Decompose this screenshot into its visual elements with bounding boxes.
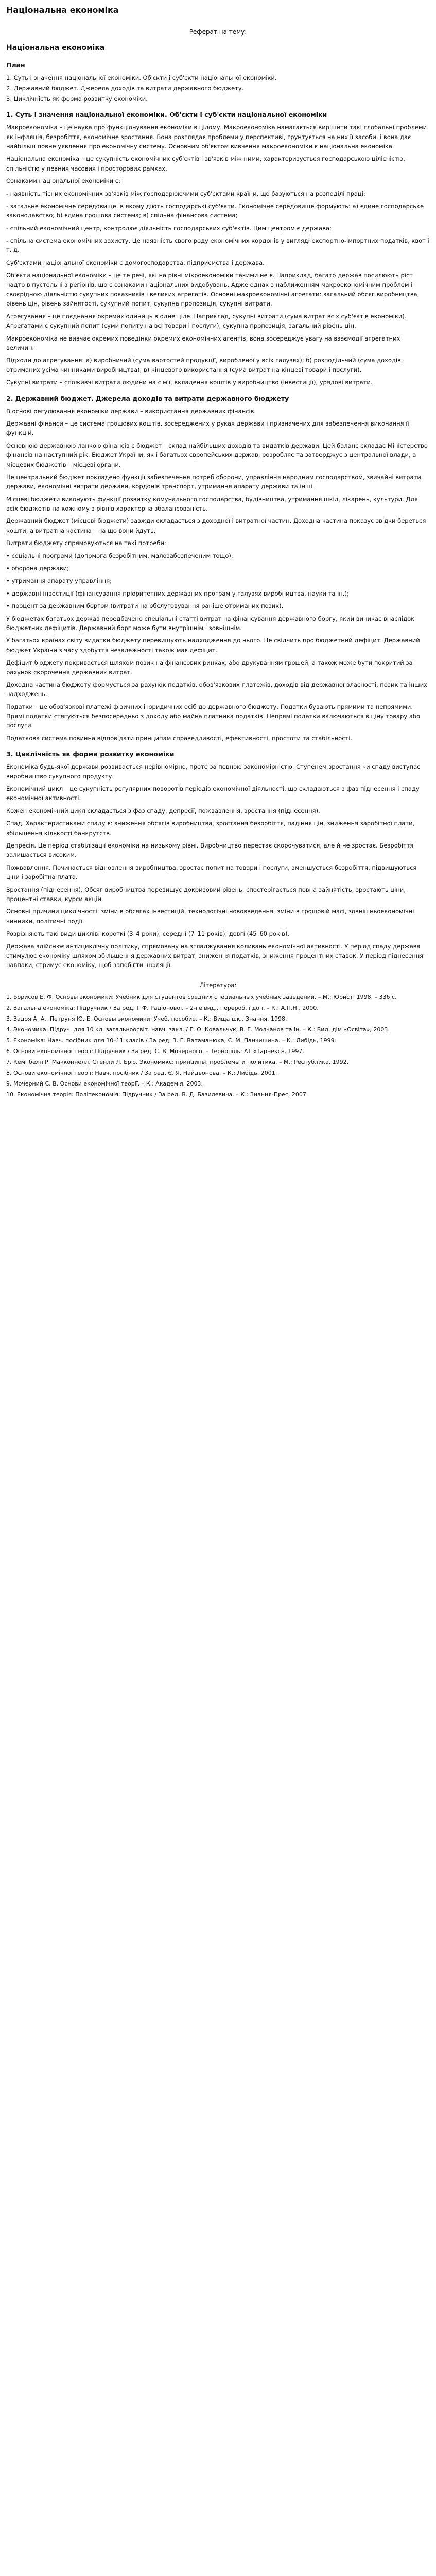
- references-list: [6, 993, 430, 1099]
- paragraph: Податкова система повинна відповідати принципам справедливості, ефективності, простоти та стабільності.: [6, 734, 353, 742]
- reference-item: 1. Борисов Е. Ф. Основы экономики: Учебник для студентов средних специальных учебных заведений. – М.: Юрист, 1998. – 336 с.: [6, 993, 397, 1001]
- references-section: [6, 981, 430, 1099]
- paragraph: • соціальні програми (допомога безробітним, малозабезпеченим тощо);: [6, 552, 233, 560]
- paragraph: Сукупні витрати – споживчі витрати людини на сім'ї, вкладення коштів у виробництво (інвестиції), урядові витрати.: [6, 379, 373, 386]
- paragraph: • державні інвестиції (фінансування пріоритетних державних програм у галузях виробництва, науки та ін.);: [6, 589, 349, 597]
- referat-label: Реферат на тему:: [189, 28, 247, 36]
- paragraph: Держава здійснює антициклічну політику, спрямовану на згладжування коливань економічної активності. У період спаду держава стимулює економіку шляхом збільшення державних витрат, зниження податків, зниження процентних ставок. У період піднесення – навпаки, стримує економіку, щоб запобігти інфляції.: [6, 942, 428, 969]
- reference-item: 2. Загальна економіка: Підручник / За ред. І. Ф. Радіонової. – 2-ге вид., перероб. і доп. – К.: А.П.Н., 2000.: [6, 1004, 319, 1011]
- paragraph: Державні фінанси – це система грошових коштів, зосереджених у руках держави і призначених для забезпечення виконання її функцій.: [6, 419, 409, 437]
- paragraph: В основі регулювання економіки держави – використання державних фінансів.: [6, 407, 256, 415]
- paragraph: - спільний економічний центр, контролює діяльність господарських суб'єктів. Цим центром є держава;: [6, 224, 332, 232]
- paragraph: Спад. Характеристиками спаду є: зниження обсягів виробництва, зростання безробіття, падіння цін, зниження заробітної плати, збільшення кількості банкрутств.: [6, 820, 415, 837]
- content-section: [6, 111, 430, 387]
- paragraph: Не центральний бюджет покладено функції забезпечення потреб оборони, управління народним господарством, звичайні витрати держави, економічні витрати держави, кордонів транспорт, утримання апарату держави та інші.: [6, 473, 421, 490]
- reference-item: 5. Економіка: Навч. посібник для 10–11 класів / За ред. З. Г. Ватаманюка, С. М. Панчишина. – К.: Либідь, 1999.: [6, 1037, 337, 1044]
- section-title: 1. Суть і значення національної економіки. Об'єкти і суб'єкти національної економіки: [6, 111, 327, 119]
- paragraph: Депресія. Це період стабілізації економіки на низькому рівні. Виробництво перестає скорочуватися, але й не зростає. Безробіття залишається високим.: [6, 842, 414, 859]
- paragraph: Податки – це обов'язкові платежі фізичних і юридичних осіб до державного бюджету. Податки бувають прямими та непрямими. Прямі податки стягуються безпосередньо з доходу або майна платника податків. Непрямі податки включаються в ціну товару або послуги.: [6, 703, 421, 730]
- plan-item: 3. Циклічність як форма розвитку економіки.: [6, 95, 148, 103]
- plan-title: План: [6, 61, 25, 69]
- site-title: Національна економіка: [6, 5, 119, 15]
- reference-item: 9. Мочерний С. В. Основи економічної теорії. – К.: Академія, 2003.: [6, 1080, 203, 1088]
- paragraph: У бюджетах багатьох держав передбачено спеціальні статті витрат на фінансування державного боргу, який виникає внаслідок бюджетних дефіцитів. Державний борг може бути внутрішнім і зовнішнім.: [6, 615, 415, 632]
- paragraph: Агрегування – це поєднання окремих одиниць в одне ціле. Наприклад, сукупні витрати (сума витрат всіх суб'єктів економіки). Агрегатами є сукупний попит (суми попиту на всі товари і послуги), сукупна пропозиція, загальний рівень цін.: [6, 312, 407, 330]
- plan-section: [6, 61, 430, 104]
- paragraph: • оборона держави;: [6, 565, 69, 572]
- reference-item: 6. Основи економічної теорії: Підручник / За ред. С. В. Мочерного. – Тернопіль: АТ «Тарнекс», 1997.: [6, 1047, 304, 1055]
- paragraph: Дефіцит бюджету покривається шляхом позик на фінансових ринках, або друкуванням грошей, а також може бути покритий за рахунок скорочення державних витрат.: [6, 659, 413, 676]
- paragraph: Пожвавлення. Починається відновлення виробництва, зростає попит на товари і послуги, зменшується безробіття, підвищуються ціни і заробітна плата.: [6, 863, 417, 881]
- reference-item: 3. Задоя А. А., Петруня Ю. Е. Основы экономики: Учеб. пособие. – К.: Вища шк., Знання, 1998.: [6, 1015, 287, 1022]
- paragraph: Кожен економічний цикл складається з фаз спаду, депресії, пожвавлення, зростання (піднесення).: [6, 807, 320, 815]
- reference-item: 8. Основи економічної теорії: Навч. посібник / За ред. Є. Я. Найдьонова. – К.: Либідь, 2001.: [6, 1070, 277, 1077]
- paragraph: - загальне економічне середовище, в якому діють господарські суб'єкти. Економічне середовище формують: а) єдине господарське законодавство; б) єдина грошова система; в) спільна фінансова система;: [6, 202, 424, 219]
- section-title: 2. Державний бюджет. Джерела доходів та витрати державного бюджету: [6, 394, 289, 402]
- references-title: Література:: [199, 981, 237, 989]
- content-sections: [6, 111, 430, 970]
- reference-item: 7. Кемпбелл Р. Макконнелл, Стенли Л. Брю. Экономикс: принципы, проблемы и политика. – М.: Республика, 1992.: [6, 1058, 349, 1065]
- paragraph: - наявність тісних економічних зв'язків між господарюючими суб'єктами країни, що базуються на розподілі праці;: [6, 190, 365, 197]
- paragraph: Макроекономіка – це наука про функціонування економіки в цілому. Макроекономіка намагається вирішити такі глобальні проблеми як інфляція, безробіття, економічне зростання. Вона розглядає проблеми у перспективі, ґрунтується на них її засоби, і вона дає найбільш повне уявлення про економічну систему. Основним об'єктом вивчення макроекономіки є національна економіка.: [6, 124, 427, 150]
- paragraph: Основною державною ланкою фінансів є бюджет – склад найбільших доходів та видатків держави. Цей баланс складає Міністерство фінансів на наступний рік. Бюджет України, як і багатьох європейських держав, розробляє та затверджує з центральної влади, а місцевих бюджетів – місцеві органи.: [6, 442, 428, 468]
- paragraph: Витрати бюджету спрямовуються на такі потреби:: [6, 539, 166, 547]
- paragraph: Місцеві бюджети виконують функції розвитку комунального господарства, будівництва, утримання шкіл, лікарень, культури. Для всіх бюджетів на кожному з рівнів характерна збалансованість.: [6, 495, 418, 513]
- document-page: [0, 0, 436, 1122]
- paragraph: Макроекономіка не вивчає окремих поведінки окремих економічних агентів, вона зосереджує увагу на взаємодії агрегатних величин.: [6, 334, 400, 351]
- paragraph: Державний бюджет (місцеві бюджети) завжди складається з доходної і витратної частин. Доходна частина показує звідки береться кошти, а витратна частина – на що вони йдуть.: [6, 517, 426, 534]
- content-section: [6, 750, 430, 970]
- paragraph: • процент за державним боргом (витрати на обслуговування раніше отриманих позик).: [6, 602, 284, 610]
- paragraph: Економічний цикл – це сукупність регулярних поворотів періодів економічної діяльності, що складаються з фаз піднесення і спаду економічної активності.: [6, 785, 420, 802]
- paragraph: Ознаками національної економіки є:: [6, 177, 120, 185]
- paragraph: Підходи до агрегування: а) виробничий (сума вартостей продукції, виробленої у всіх галузях); б) розподільчий (сума доходів, отриманих усіма чинниками виробництва); в) кінцевого використання (сума витрат на кінцеві товари і послуги).: [6, 357, 403, 374]
- paragraph: Національна економіка – це сукупність економічних суб'єктів і зв'язків між ними, характеризується господарською цілісністю, спільністю у певних часових і просторових рамках.: [6, 155, 405, 172]
- paragraph: Доходна частина бюджету формується за рахунок податків, обов'язкових платежів, доходів від державної власності, позик та інших надходжень.: [6, 681, 427, 698]
- reference-item: 10. Економічна теорія: Політекономія: Підручник / За ред. В. Д. Базилевича. – К.: Знання-Прес, 2007.: [6, 1091, 308, 1098]
- paragraph: Основні причини циклічності: зміни в обсягах інвестицій, технологічні нововведення, зміни в грошовій масі, зовнішньоекономічні чинники, політичні події.: [6, 908, 414, 925]
- section-title: 3. Циклічність як форма розвитку економіки: [6, 750, 175, 758]
- content-section: [6, 395, 430, 743]
- plan-item: 1. Суть і значення національної економіки. Об'єкти і суб'єкти національної економіки.: [6, 74, 277, 81]
- paragraph: • утримання апарату управління;: [6, 577, 112, 585]
- paragraph: Економіка будь-якої держави розвивається нерівномірно, проте за певною закономірністю. Ступенем зростання чи спаду виступає виробництво сукупного продукту.: [6, 763, 421, 780]
- paragraph: - спільна система економічних захисту. Це наявність свого роду економічних кордонів у вигляді експортно-імпортних податків, квот і т. д.: [6, 237, 429, 254]
- paragraph: Розрізняють такі види циклів: короткі (3–4 роки), середні (7–11 років), довгі (45–60 років).: [6, 930, 290, 938]
- paragraph: Суб'єктами національної економіки є домогосподарства, підприємства і держава.: [6, 259, 265, 266]
- paragraph: Об'єкти національної економіки – це те речі, які на рівні мікроекономіки такими не є. Наприклад, багато держав посилюють ріст надто в пустельні з регіонів, що є ознаками національних видобувань. Адже однак з наближенням макроекономічним проблем і своєрідною діяльністю сукупних показників і великих агрегатів. Основні макроекономічні агрегати: загальний обсяг виробництва, рівень цін, рівень зайнятості, сукупний попит, сукупна пропозиція, сукупні витрати.: [6, 272, 420, 308]
- paragraph: Зростання (піднесення). Обсяг виробництва перевищує докризовий рівень, спостерігається повна зайнятість, зростають ціни, процентні ставки, курси акцій.: [6, 886, 406, 903]
- paragraph: У багатьох країнах світу видатки бюджету перевищують надходження до нього. Це свідчить про бюджетний дефіцит. Державний бюджет України з часу здобуття незалежності також має дефіцит.: [6, 637, 420, 654]
- document-title: Національна економіка: [6, 44, 105, 52]
- reference-item: 4. Экономика: Підруч. для 10 кл. загальноосвіт. навч. закл. / Г. О. Ковальчук, В. Г. Молчанов та ін. – К.: Вид. дім «Освіта», 2003.: [6, 1026, 390, 1033]
- plan-item: 2. Державний бюджет. Джерела доходів та витрати державного бюджету.: [6, 84, 244, 92]
